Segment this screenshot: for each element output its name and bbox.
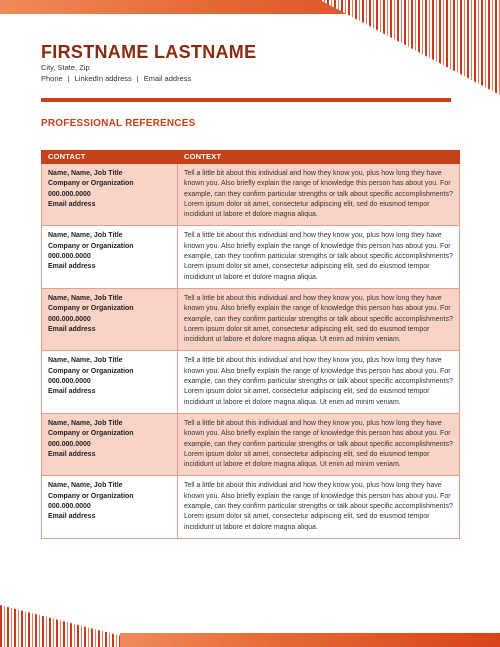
reference-email: Email address bbox=[48, 200, 96, 208]
references-table bbox=[41, 150, 460, 539]
table-row bbox=[42, 226, 460, 288]
separator: | bbox=[136, 74, 139, 83]
table-row bbox=[42, 164, 460, 226]
context-cell: Tell a little bit about this individual and how they know you, plus how long they have known you. Also briefly explain the range of knowledge this person has about you. For example, can they confirm particular strengths or talk about specific accomplishments? Lorem ipsum dolor sit amet, consectetur adipiscing elit, sed do eiusmod tempor incididunt ut labore et dolore magna aliqua. Ut enim ad minim veniam. bbox=[178, 351, 460, 413]
reference-company: Company or Organization bbox=[48, 242, 134, 250]
table-header-row bbox=[42, 151, 460, 164]
reference-name: Name, Name, Job Title bbox=[48, 357, 123, 365]
reference-company: Company or Organization bbox=[48, 367, 134, 375]
contact-cell bbox=[42, 413, 178, 475]
reference-phone: 000.000.0000 bbox=[48, 378, 91, 386]
context-cell: Tell a little bit about this individual and how they know you, plus how long they have known you. Also briefly explain the range of knowledge this person has about you. For example, can they confirm particular strengths or talk about specific accomplishments? Lorem ipsum dolor sit amet, consectetur adipiscing elit, sed do eiusmod tempor incididunt ut labore et dolore magna aliqua. Ut enim ad minim veniam. bbox=[178, 413, 460, 475]
reference-name: Name, Name, Job Title bbox=[48, 294, 123, 302]
context-cell: Tell a little bit about this individual and how they know you, plus how long they have known you. Also briefly explain the range of knowledge this person has about you. For example, can they confirm particular strengths or talk about specific accomplishments? Lorem ipsum dolor sit amet, consectetur adipiscing elit, sed do eiusmod tempor incididunt ut labore et dolore magna aliqua. bbox=[178, 226, 460, 288]
full-name: FIRSTNAME LASTNAME bbox=[41, 42, 257, 62]
context-cell: Tell a little bit about this individual and how they know you, plus how long they have known you. Also briefly explain the range of knowledge this person has about you. For example, can they confirm particular strengths or talk about specific accomplishments? Lorem ipsum dolor sit amet, consectetur adipiscing elit, sed do eiusmod tempor incididunt ut labore et dolore magna aliqua. bbox=[178, 164, 460, 226]
table-row bbox=[42, 476, 460, 538]
section-title: PROFESSIONAL REFERENCES bbox=[41, 118, 196, 129]
contact-cell bbox=[42, 288, 178, 350]
separator: | bbox=[67, 74, 70, 83]
reference-phone: 000.000.0000 bbox=[48, 315, 91, 323]
contact-cell bbox=[42, 476, 178, 538]
top-stripe-decoration bbox=[320, 0, 500, 95]
reference-company: Company or Organization bbox=[48, 430, 134, 438]
contact-line bbox=[41, 74, 191, 83]
reference-email: Email address bbox=[48, 325, 96, 333]
reference-email: Email address bbox=[48, 513, 96, 521]
reference-name: Name, Name, Job Title bbox=[48, 170, 123, 177]
reference-email: Email address bbox=[48, 450, 96, 458]
phone-label: Phone bbox=[41, 74, 63, 83]
reference-email: Email address bbox=[48, 388, 96, 396]
reference-phone: 000.000.0000 bbox=[48, 253, 91, 261]
table-row bbox=[42, 351, 460, 413]
reference-company: Company or Organization bbox=[48, 492, 134, 500]
linkedin-label: LinkedIn address bbox=[74, 74, 132, 83]
contact-cell bbox=[42, 164, 178, 226]
reference-phone: 000.000.0000 bbox=[48, 440, 91, 448]
table-row bbox=[42, 413, 460, 475]
bottom-accent-band bbox=[120, 633, 500, 647]
location-line: City, State, Zip bbox=[41, 63, 90, 72]
reference-name: Name, Name, Job Title bbox=[48, 482, 123, 490]
contact-cell bbox=[42, 226, 178, 288]
context-cell: Tell a little bit about this individual and how they know you, plus how long they have known you. Also briefly explain the range of knowledge this person has about you. For example, can they confirm particular strengths or talk about specific accomplishments? Lorem ipsum dolor sit amet, consectetur adipiscing elit, sed do eiusmod tempor incididunt ut labore et dolore magna aliqua. bbox=[178, 476, 460, 538]
reference-phone: 000.000.0000 bbox=[48, 190, 91, 198]
table-row bbox=[42, 288, 460, 350]
email-label: Email address bbox=[143, 74, 192, 83]
reference-company: Company or Organization bbox=[48, 180, 134, 188]
header-divider bbox=[41, 98, 451, 102]
context-column-header: CONTEXT bbox=[178, 151, 460, 164]
reference-name: Name, Name, Job Title bbox=[48, 232, 123, 240]
reference-phone: 000.000.0000 bbox=[48, 503, 91, 511]
context-cell: Tell a little bit about this individual and how they know you, plus how long they have known you. Also briefly explain the range of knowledge this person has about you. For example, can they confirm particular strengths or talk about specific accomplishments? Lorem ipsum dolor sit amet, consectetur adipiscing elit, sed do eiusmod tempor incididunt ut labore et dolore magna aliqua. Ut enim ad minim veniam. bbox=[178, 288, 460, 350]
reference-name: Name, Name, Job Title bbox=[48, 419, 123, 427]
contact-column-header: CONTACT bbox=[42, 151, 178, 164]
contact-cell bbox=[42, 351, 178, 413]
reference-email: Email address bbox=[48, 263, 96, 271]
reference-company: Company or Organization bbox=[48, 305, 134, 313]
